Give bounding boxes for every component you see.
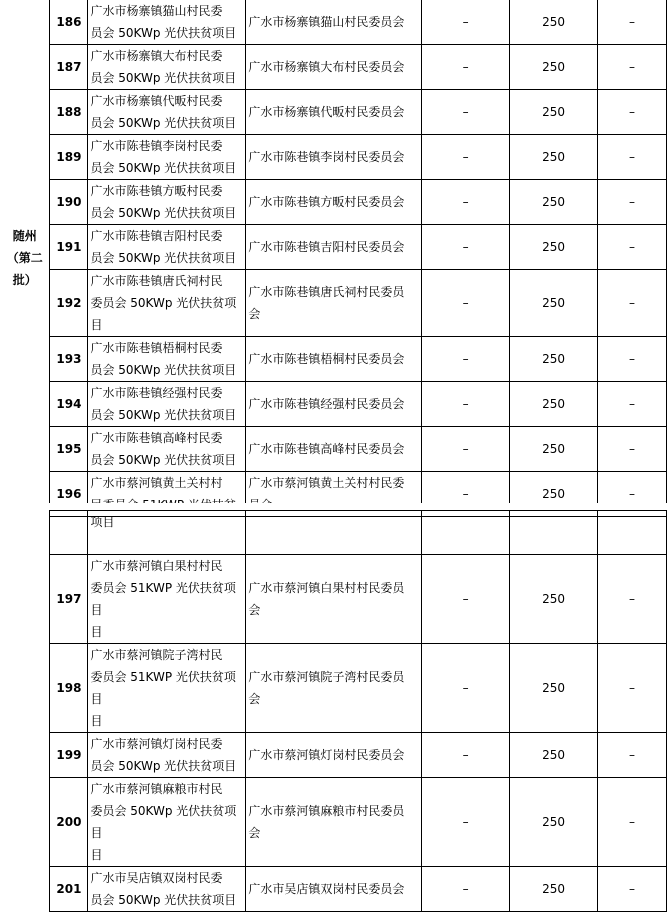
project-name	[88, 644, 246, 733]
capacity-value: 250	[510, 180, 598, 225]
empty-value-dash: –	[422, 180, 510, 225]
row-number-empty	[50, 511, 88, 555]
project-name-line: 员会 50KWp 光伏扶贫项目	[90, 453, 237, 467]
region-cell-empty	[0, 511, 50, 912]
project-name-line: 广水市蔡河镇白果村村民	[90, 559, 223, 573]
owner-name-line: 广水市蔡河镇黄土关村村民委	[248, 476, 405, 490]
page-break	[0, 503, 667, 510]
row-number: 188	[50, 90, 88, 135]
table-row	[0, 733, 667, 778]
owner-name-line: 广水市杨寨镇代畈村民委员会	[248, 105, 405, 119]
owner-name-line: 广水市陈巷镇高峰村民委员会	[248, 442, 405, 456]
project-name-line: 广水市蔡河镇院子湾村民	[90, 648, 223, 662]
owner-name	[246, 778, 422, 867]
owner-name	[246, 135, 422, 180]
row-number: 194	[50, 382, 88, 427]
empty-cell	[598, 511, 667, 555]
project-name-line: 广水市蔡河镇灯岗村民委	[90, 737, 223, 751]
owner-name-line: 会	[248, 307, 261, 321]
capacity-value: 250	[510, 867, 598, 912]
owner-name-line: 广水市杨寨镇猫山村民委员会	[248, 15, 405, 29]
capacity-value: 250	[510, 270, 598, 337]
table-row	[0, 180, 667, 225]
project-name-line: 目	[90, 318, 103, 332]
project-name-line: 员会 50KWp 光伏扶贫项目	[90, 206, 237, 220]
row-number: 193	[50, 337, 88, 382]
empty-value-dash: –	[422, 644, 510, 733]
owner-name	[246, 555, 422, 644]
empty-value-dash: –	[422, 778, 510, 867]
project-table-lower	[0, 510, 667, 912]
project-name-line: 广水市吴店镇双岗村民委	[90, 871, 223, 885]
project-name-line: 员会 50KWp 光伏扶贫项目	[90, 116, 237, 130]
table-row	[0, 225, 667, 270]
row-number: 196	[50, 472, 88, 517]
project-name-line: 员会 50KWp 光伏扶贫项目	[90, 251, 237, 265]
project-name-line: 广水市陈巷镇经强村民委	[90, 386, 223, 400]
table-row	[0, 337, 667, 382]
empty-value-dash: –	[598, 337, 667, 382]
empty-value-dash: –	[422, 555, 510, 644]
project-name-line: 委员会 51KWP 光伏扶贫项目	[90, 670, 236, 706]
project-name-line: 员会 50KWp 光伏扶贫项目	[90, 71, 237, 85]
owner-name	[246, 867, 422, 912]
table-row	[0, 135, 667, 180]
owner-name	[246, 0, 422, 45]
empty-value-dash: –	[598, 45, 667, 90]
project-name-line: 广水市杨寨镇代畈村民委	[90, 94, 223, 108]
empty-cell	[422, 511, 510, 555]
capacity-value: 250	[510, 382, 598, 427]
owner-name-line: 广水市蔡河镇灯岗村民委员会	[248, 748, 405, 762]
region-label-line: 随州	[12, 229, 37, 243]
project-name-line: 员会 50KWp 光伏扶贫项目	[90, 26, 237, 40]
row-number: 200	[50, 778, 88, 867]
project-name-line: 员会 50KWp 光伏扶贫项目	[90, 363, 237, 377]
region-label-line: （第二	[6, 251, 43, 265]
project-name	[88, 90, 246, 135]
project-name-line: 目	[90, 848, 103, 862]
empty-value-dash: –	[598, 472, 667, 517]
table-row	[0, 427, 667, 472]
project-name-line: 员会 50KWp 光伏扶贫项目	[90, 408, 237, 422]
project-name	[88, 555, 246, 644]
project-name-line: 广水市陈巷镇吉阳村民委	[90, 229, 223, 243]
project-name	[88, 135, 246, 180]
owner-name	[246, 382, 422, 427]
owner-name	[246, 337, 422, 382]
capacity-value: 250	[510, 135, 598, 180]
owner-name-line: 广水市陈巷镇唐氏祠村民委员	[248, 285, 405, 299]
owner-name	[246, 733, 422, 778]
capacity-value: 250	[510, 472, 598, 517]
capacity-value: 250	[510, 45, 598, 90]
row-number: 186	[50, 0, 88, 45]
owner-name-line: 会	[248, 826, 261, 840]
row-number: 197	[50, 555, 88, 644]
project-name	[88, 225, 246, 270]
project-name	[88, 0, 246, 45]
owner-name-line: 会	[248, 692, 261, 706]
owner-name-line: 广水市陈巷镇方畈村民委员会	[248, 195, 405, 209]
row-number: 191	[50, 225, 88, 270]
empty-value-dash: –	[422, 45, 510, 90]
table-row	[0, 778, 667, 867]
project-name	[88, 382, 246, 427]
row-number: 199	[50, 733, 88, 778]
project-name-line: 委员会 50KWp 光伏扶贫项目	[90, 804, 237, 840]
empty-value-dash: –	[598, 644, 667, 733]
empty-value-dash: –	[598, 555, 667, 644]
empty-value-dash: –	[598, 382, 667, 427]
project-name-line: 广水市蔡河镇黄土关村村	[90, 476, 223, 490]
empty-value-dash: –	[598, 90, 667, 135]
empty-value-dash: –	[598, 135, 667, 180]
owner-name	[246, 45, 422, 90]
owner-name-line: 广水市蔡河镇白果村村民委员	[248, 581, 405, 595]
row-number: 192	[50, 270, 88, 337]
empty-value-dash: –	[598, 867, 667, 912]
empty-value-dash: –	[422, 135, 510, 180]
row-number: 187	[50, 45, 88, 90]
project-name-line: 广水市陈巷镇高峰村民委	[90, 431, 223, 445]
owner-name	[246, 644, 422, 733]
empty-value-dash: –	[598, 0, 667, 45]
owner-name-line: 广水市陈巷镇吉阳村民委员会	[248, 240, 405, 254]
owner-name	[246, 225, 422, 270]
table-row	[0, 45, 667, 90]
capacity-value: 250	[510, 90, 598, 135]
project-name-line: 广水市杨寨镇大布村民委	[90, 49, 223, 63]
empty-value-dash: –	[598, 225, 667, 270]
project-name	[88, 270, 246, 337]
row-number: 201	[50, 867, 88, 912]
empty-value-dash: –	[422, 0, 510, 45]
owner-name-line: 会	[248, 603, 261, 617]
project-name-line: 广水市杨寨镇猫山村民委	[90, 4, 223, 18]
row-number: 190	[50, 180, 88, 225]
empty-value-dash: –	[422, 337, 510, 382]
capacity-value: 250	[510, 644, 598, 733]
project-name	[88, 427, 246, 472]
table-row	[0, 270, 667, 337]
project-name-line: 员会 50KWp 光伏扶贫项目	[90, 759, 237, 773]
empty-value-dash: –	[598, 733, 667, 778]
project-name-line: 广水市陈巷镇梧桐村民委	[90, 341, 223, 355]
capacity-value: 250	[510, 733, 598, 778]
project-name-line: 目	[90, 714, 103, 728]
empty-value-dash: –	[598, 180, 667, 225]
empty-value-dash: –	[598, 778, 667, 867]
empty-value-dash: –	[422, 270, 510, 337]
owner-name-line: 广水市陈巷镇梧桐村民委员会	[248, 352, 405, 366]
owner-name-line: 广水市陈巷镇经强村民委员会	[248, 397, 405, 411]
capacity-value: 250	[510, 427, 598, 472]
project-name-line: 委员会 50KWp 光伏扶贫项	[90, 296, 237, 310]
capacity-value: 250	[510, 337, 598, 382]
table-body-lower	[0, 511, 667, 912]
project-name	[88, 337, 246, 382]
table-row	[0, 644, 667, 733]
empty-value-dash: –	[422, 90, 510, 135]
project-name-continued: 项目	[88, 511, 246, 555]
table-row	[0, 90, 667, 135]
project-name	[88, 778, 246, 867]
owner-name-line: 广水市蔡河镇麻粮市村民委员	[248, 804, 405, 818]
project-name-line: 广水市陈巷镇唐氏祠村民	[90, 274, 223, 288]
project-name	[88, 733, 246, 778]
region-label-line: 批）	[12, 273, 37, 287]
owner-name	[246, 427, 422, 472]
empty-value-dash: –	[422, 733, 510, 778]
project-name	[88, 45, 246, 90]
table-row	[0, 382, 667, 427]
row-number: 195	[50, 427, 88, 472]
owner-name-line: 广水市陈巷镇李岗村民委员会	[248, 150, 405, 164]
owner-name-line: 广水市杨寨镇大布村民委员会	[248, 60, 405, 74]
row-number: 189	[50, 135, 88, 180]
project-name-line: 广水市陈巷镇方畈村民委	[90, 184, 223, 198]
project-name	[88, 867, 246, 912]
table-row	[0, 555, 667, 644]
capacity-value: 250	[510, 555, 598, 644]
owner-name-line: 广水市蔡河镇院子湾村民委员	[248, 670, 405, 684]
capacity-value: 250	[510, 225, 598, 270]
table-row	[0, 867, 667, 912]
empty-value-dash: –	[422, 427, 510, 472]
owner-name	[246, 180, 422, 225]
region-label	[0, 0, 50, 517]
capacity-value: 250	[510, 0, 598, 45]
row-number: 198	[50, 644, 88, 733]
owner-name-line: 广水市吴店镇双岗村民委员会	[248, 882, 405, 896]
empty-value-dash: –	[598, 427, 667, 472]
table-row-continuation	[0, 511, 667, 555]
owner-name	[246, 270, 422, 337]
table-row	[0, 0, 667, 45]
project-name-line: 广水市蔡河镇麻粮市村民	[90, 782, 223, 796]
owner-name	[246, 90, 422, 135]
empty-value-dash: –	[422, 225, 510, 270]
project-name-line: 员会 50KWp 光伏扶贫项目	[90, 893, 237, 907]
project-name	[88, 180, 246, 225]
empty-value-dash: –	[422, 867, 510, 912]
empty-value-dash: –	[422, 382, 510, 427]
owner-name-empty	[246, 511, 422, 555]
empty-value-dash: –	[598, 270, 667, 337]
project-name-line: 员会 50KWp 光伏扶贫项目	[90, 161, 237, 175]
empty-value-dash: –	[422, 472, 510, 517]
project-name-line: 委员会 51KWP 光伏扶贫项目	[90, 581, 236, 617]
project-name-line: 广水市陈巷镇李岗村民委	[90, 139, 223, 153]
project-name-line: 目	[90, 625, 103, 639]
capacity-value: 250	[510, 778, 598, 867]
empty-cell	[510, 511, 598, 555]
